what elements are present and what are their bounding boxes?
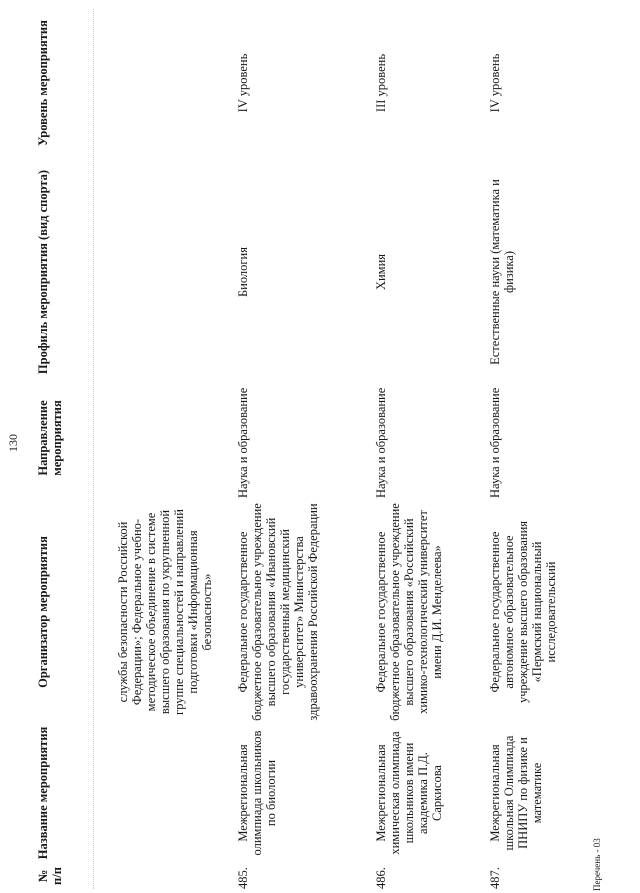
row-number: 487. [488, 867, 502, 889]
row-level: IV уровень [488, 53, 502, 113]
column-header-name: Название мероприятия [36, 726, 50, 860]
row-name: Межрегиональная олимпиада школьников по биологии [236, 730, 278, 856]
column-header-level: Уровень мероприятия [36, 20, 50, 146]
row-direction: Наука и образование [374, 387, 388, 498]
row-level: IV уровень [236, 53, 250, 113]
row-number: 486. [374, 867, 388, 889]
row-level: III уровень [374, 53, 388, 113]
column-header-profile: Профиль мероприятия (вид спорта) [36, 169, 50, 375]
row-profile: Химия [374, 253, 388, 291]
row-name: Межрегиональная школьная Олимпиада ПНИПУ по физике и математике [488, 735, 544, 851]
row-profile: Биология [236, 247, 250, 298]
footer-code: Перечень - 03 [592, 838, 602, 891]
row-organizer: Федеральное государственное бюджетное образовательное учреждение высшего образования «Ивановский государственный медицинский университет» Министерства здравоохранения Российской Федерации [236, 503, 320, 721]
row-separator [93, 9, 95, 889]
column-header-organizer: Организатор мероприятия [36, 536, 50, 688]
row-organizer: Федеральное государственное автономное образовательное учреждение высшего образования «Пермский национальный исследовательский [488, 520, 558, 704]
row-number: 485. [236, 867, 250, 889]
page-number: 130 [6, 434, 20, 452]
row-direction: Наука и образование [488, 387, 502, 498]
row-organizer: службы безопасности Российской Федерации»; Федеральное учебно-методическое объединение в системе высшего образования по укрупненной группе специальностей и направлений подготовки «Информационная безопасность» [116, 509, 214, 715]
row-direction: Наука и образование [236, 387, 250, 498]
column-header-direction: Направление мероприятия [36, 400, 64, 476]
row-organizer: Федеральное государственное бюджетное образовательное учреждение высшего образования «Российский химико-технологический университет имени Д.И. Менделеева» [374, 503, 444, 721]
row-profile: Естественные науки (математика и физика) [488, 179, 516, 365]
column-header-number: № п/п [36, 867, 64, 885]
row-name: Межрегиональная химическая олимпиада школьников имени академика П.Д. Саркисова [374, 731, 444, 855]
